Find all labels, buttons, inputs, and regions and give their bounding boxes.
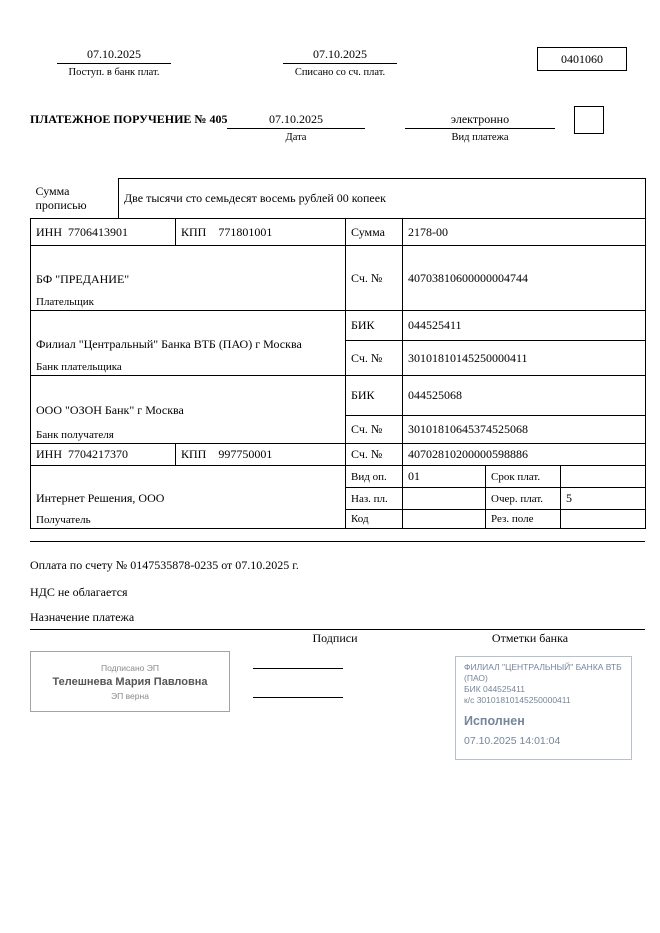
amount-words-value: Две тысячи сто семьдесят восемь рублей 00 копеек — [119, 179, 646, 219]
payer-bank-bik-cell: 044525411 — [403, 311, 646, 341]
payer-cell — [31, 246, 346, 311]
debited-from-account-field — [283, 47, 397, 78]
esign-stamp — [30, 651, 230, 712]
bank-stamp-corr-account: к/с 30101810145250000411 — [464, 695, 571, 706]
payment-kind-code-box — [574, 106, 604, 134]
op-type-row — [31, 466, 646, 488]
amount-words-row — [31, 179, 646, 219]
payer-bank-bik-label-cell: БИК — [346, 311, 403, 341]
bank-stamp-bik: БИК 044525411 — [464, 684, 525, 695]
op-type-cell: 01 — [403, 466, 486, 488]
bank-stamp-bank-name: ФИЛИАЛ "ЦЕНТРАЛЬНЫЙ" БАНКА ВТБ (ПАО) — [464, 662, 622, 684]
payee-bank-bik-label-cell: БИК — [346, 376, 403, 416]
payer-bank-account-cell: 30101810145250000411 — [403, 341, 646, 376]
esign-signed-label: Подписано ЭП — [101, 662, 159, 673]
payment-kind-label: Вид платежа — [451, 132, 509, 143]
payee-inn-cell — [31, 444, 176, 466]
payee-bank-bik-cell: 044525068 — [403, 376, 646, 416]
debited-label: Списано со сч. плат. — [294, 67, 386, 78]
bank-marks-header: Отметки банка — [491, 631, 569, 645]
payer-account-cell: 40703810600000004744 — [403, 246, 646, 311]
payee-name: Интернет Решения, ООО — [36, 490, 165, 505]
due-date-label-cell: Срок плат. — [486, 466, 561, 488]
doc-date-field — [227, 112, 365, 143]
form-code: 0401060 — [561, 52, 603, 66]
esign-signer-name: Телешнева Мария Павловна — [52, 675, 208, 688]
reserve-label-cell: Рез. поле — [486, 510, 561, 529]
payee-bank-name: ООО "ОЗОН Банк" г Москва — [36, 403, 184, 417]
payee-bank-account-cell: 30101810645374525068 — [403, 416, 646, 444]
signature-line-2 — [253, 697, 343, 698]
purpose-code-label-cell: Наз. пл. — [346, 488, 403, 510]
payer-bank-account-label-cell: Сч. № — [346, 341, 403, 376]
payer-bank-cell — [31, 311, 346, 376]
payee-inn: 7704217370 — [68, 447, 128, 461]
payer-bank-role-label: Банк плательщика — [36, 361, 122, 373]
payer-bank-name: Филиал "Центральный" Банка ВТБ (ПАО) г Москва — [36, 336, 302, 351]
reserve-cell — [561, 510, 646, 529]
received-in-bank-field — [57, 47, 171, 78]
payee-bank-cell — [31, 376, 346, 444]
amount-words-label: Сумма прописью — [35, 183, 87, 213]
priority-cell: 5 — [561, 488, 646, 510]
received-in-bank-label: Поступ. в банк плат. — [68, 67, 160, 78]
payer-inn-cell — [31, 219, 176, 246]
esign-valid-label: ЭП верна — [111, 690, 149, 701]
amount-label-cell: Сумма — [346, 219, 403, 246]
payee-bank-account-label-cell: Сч. № — [346, 416, 403, 444]
payer-name: БФ "ПРЕДАНИЕ" — [36, 271, 130, 286]
payer-kpp: 771801001 — [218, 224, 273, 239]
payment-kind-field — [405, 112, 555, 143]
payee-account-label-cell: Сч. № — [346, 444, 403, 466]
payee-kpp-label: КПП — [181, 447, 207, 461]
payee-bank-bik-row — [31, 376, 646, 416]
payer-kpp-cell — [176, 219, 346, 246]
payee-cell — [31, 466, 346, 529]
payer-row — [31, 246, 646, 311]
payment-kind: электронно — [405, 112, 555, 129]
signatures-header: Подписи — [312, 631, 358, 645]
payee-account-cell: 40702810200000598886 — [403, 444, 646, 466]
priority-label-cell: Очер. плат. — [486, 488, 561, 510]
bank-stamp-status: Исполнен — [464, 714, 525, 729]
amount-value-cell: 2178-00 — [403, 219, 646, 246]
code-label-cell: Код — [346, 510, 403, 529]
received-in-bank-date: 07.10.2025 — [57, 47, 171, 64]
document-title: ПЛАТЕЖНОЕ ПОРУЧЕНИЕ № 405 — [30, 112, 228, 126]
due-date-cell — [561, 466, 646, 488]
payer-inn-label: ИНН — [36, 224, 62, 239]
table-bottom-rule — [30, 541, 645, 542]
code-cell — [403, 510, 486, 529]
payee-bank-role-label: Банк получателя — [36, 429, 114, 441]
purpose-line-2: НДС не облагается — [30, 585, 128, 599]
purpose-label: Назначение платежа — [30, 610, 135, 624]
bank-stamp-datetime: 07.10.2025 14:01:04 — [464, 735, 561, 748]
purpose-line-1: Оплата по счету № 0147535878-0235 от 07.10.2025 г. — [30, 558, 299, 572]
payer-role-label: Плательщик — [36, 296, 94, 308]
payer-account-label-cell: Сч. № — [346, 246, 403, 311]
payee-role-label: Получатель — [36, 514, 91, 526]
payer-bank-bik-row — [31, 311, 646, 341]
debited-date: 07.10.2025 — [283, 47, 397, 64]
payer-inn: 7706413901 — [68, 224, 128, 239]
payee-kpp-cell — [176, 444, 346, 466]
purpose-code-cell — [403, 488, 486, 510]
payer-inn-row — [31, 219, 646, 246]
doc-date-label: Дата — [285, 132, 307, 143]
form-code-box — [537, 47, 627, 71]
op-type-label-cell: Вид оп. — [346, 466, 403, 488]
payee-inn-row — [31, 444, 646, 466]
purpose-label-row — [30, 610, 645, 630]
bank-stamp — [455, 656, 632, 760]
doc-date: 07.10.2025 — [227, 112, 365, 129]
payee-inn-label: ИНН — [36, 447, 62, 461]
payee-kpp: 997750001 — [218, 447, 273, 461]
payer-kpp-label: КПП — [181, 224, 207, 239]
signature-line-1 — [253, 668, 343, 669]
payment-order-table — [30, 178, 646, 529]
